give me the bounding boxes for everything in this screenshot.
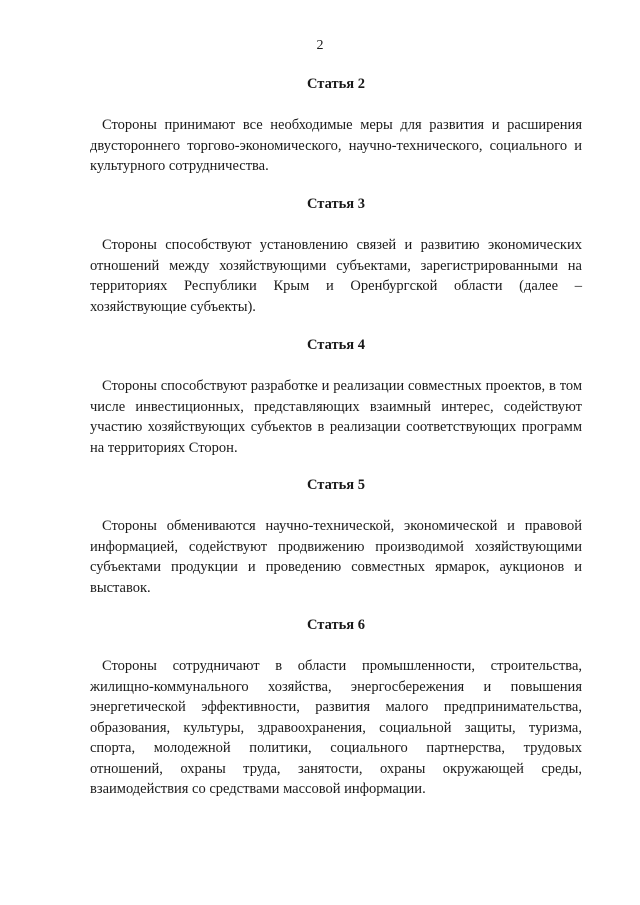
article-2 [90,76,582,177]
article-title: Статья 2 [307,76,365,92]
article-body: Стороны сотрудничают в области промышленности, строительства, жилищно-коммунального хозяйства, энергосбережения и повышения энергетической эффективности, развития малого предпринимательства, образования, культуры, здравоохранения, социальной защиты, туризма, спорта, молодежной политики, социального партнерства, трудовых отношений, охраны труда, занятости, охраны окружающей среды, взаимодействия со средствами массовой информации. [90,658,582,797]
article-title: Статья 3 [307,196,365,212]
page-number: 2 [316,38,324,53]
article-3 [90,196,582,317]
article-body: Стороны обмениваются научно-технической, экономической и правовой информацией, содействуют продвижению производимой хозяйствующими субъектами продукции и проведению совместных ярмарок, аукционов и выставок. [90,518,582,596]
article-title: Статья 4 [307,337,365,353]
article-4 [90,337,582,458]
article-6 [90,617,582,800]
article-body: Стороны способствуют установлению связей и развитию экономических отношений между хозяйствующими субъектами, зарегистрированными на территориях Республики Крым и Оренбургской области (далее – хозяйствующие субъекты). [90,237,582,315]
article-body: Стороны принимают все необходимые меры для развития и расширения двустороннего торгово-экономического, научно-технического, социального и культурного сотрудничества. [90,117,582,174]
article-5 [90,477,582,598]
article-title: Статья 5 [307,477,365,493]
article-title: Статья 6 [307,617,365,633]
article-body: Стороны способствуют разработке и реализации совместных проектов, в том числе инвестиционных, представляющих взаимный интерес, содействуют участию хозяйствующих субъектов в реализации соответствующих программ на территориях Сторон. [90,378,582,456]
